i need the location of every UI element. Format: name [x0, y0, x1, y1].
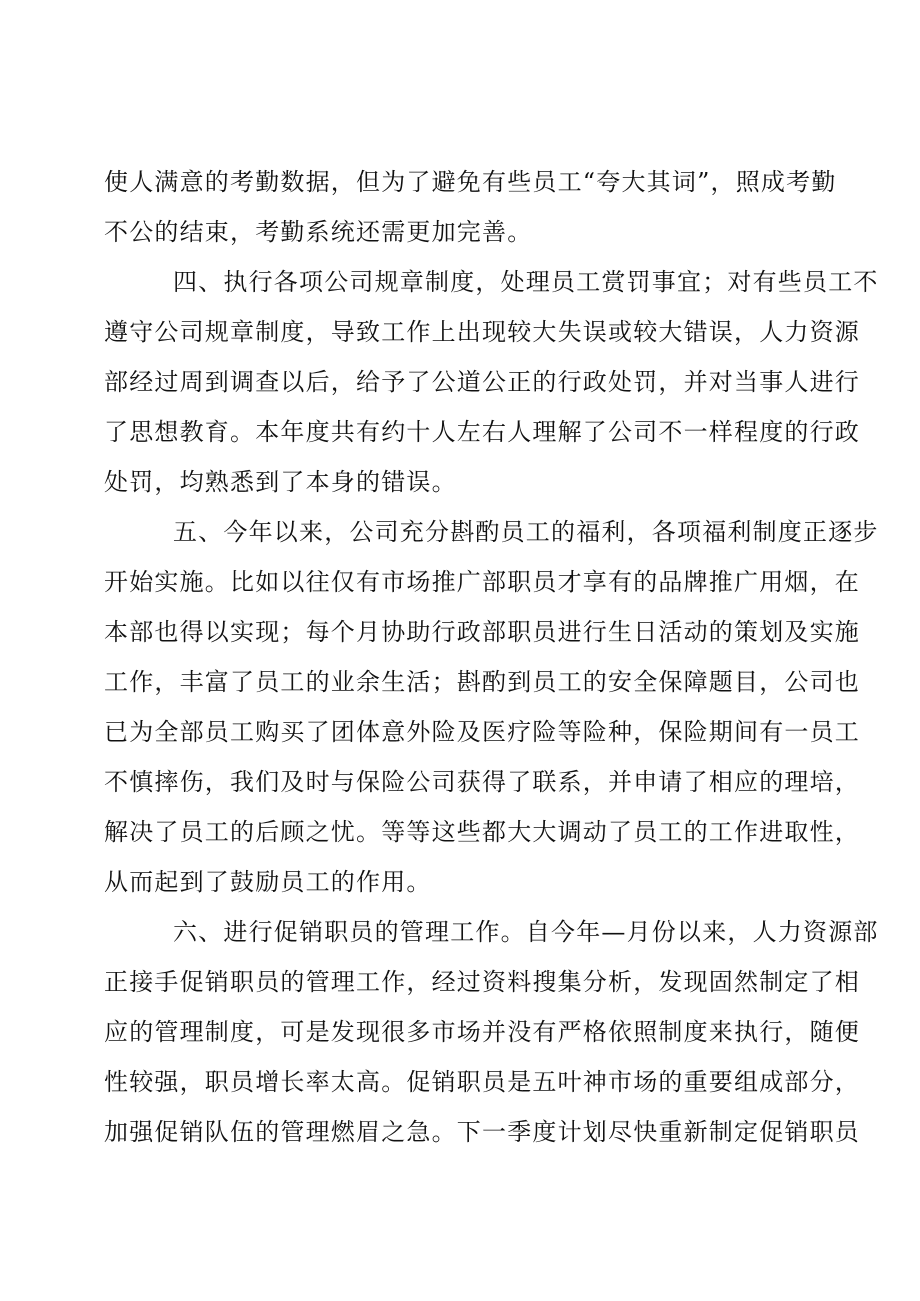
- text-line: [0, 312, 920, 352]
- text-line: [0, 962, 920, 1002]
- line-text: 不慎摔伤，我们及时与保险公司获得了联系，并申请了相应的理培，: [104, 768, 860, 796]
- text-line: [0, 812, 920, 852]
- text-line: [0, 1012, 920, 1052]
- line-text: 解决了员工的后顾之忧。等等这些都大大调动了员工的工作进取性，: [104, 818, 860, 846]
- line-text: 六、进行促销职员的管理工作。自今年—月份以来，人力资源部: [173, 918, 879, 946]
- line-text: 性较强，职员增长率太高。促销职员是五叶神市场的重要组成部分，: [104, 1068, 860, 1096]
- line-text: 加强促销队伍的管理燃眉之急。下一季度计划尽快重新制定促销职员: [104, 1118, 860, 1146]
- paragraph-6-start: [0, 912, 920, 952]
- line-text: 了思想教育。本年度共有约十人左右人理解了公司不一样程度的行政: [104, 418, 860, 446]
- paragraph-4-start: [0, 262, 920, 302]
- line-text: 应的管理制度，可是发现很多市场并没有严格依照制度来执行，随便: [104, 1018, 860, 1046]
- paragraph-5-start: [0, 512, 920, 552]
- text-line: [0, 212, 920, 252]
- text-line: [0, 1062, 920, 1102]
- text-line: [0, 412, 920, 452]
- text-line: [0, 462, 920, 502]
- text-line: [0, 362, 920, 402]
- line-text: 从而起到了鼓励员工的作用。: [104, 868, 432, 896]
- text-line: [0, 162, 920, 202]
- line-text: 本部也得以实现；每个月协助行政部职员进行生日活动的策划及实施: [104, 618, 860, 646]
- text-line: [0, 662, 920, 702]
- line-text: 不公的结束，考勤系统还需更加完善。: [104, 218, 533, 246]
- text-line: [0, 712, 920, 752]
- text-line: [0, 562, 920, 602]
- line-text: 遵守公司规章制度，导致工作上出现较大失误或较大错误，人力资源: [104, 318, 860, 346]
- line-text: 正接手促销职员的管理工作，经过资料搜集分析，发现固然制定了相: [104, 968, 860, 996]
- line-text: 已为全部员工购买了团体意外险及医疗险等险种，保险期间有一员工: [104, 718, 860, 746]
- line-text: 工作，丰富了员工的业余生活；斟酌到员工的安全保障题目，公司也: [104, 668, 860, 696]
- text-line: [0, 762, 920, 802]
- line-text: 五、今年以来，公司充分斟酌员工的福利，各项福利制度正逐步: [173, 518, 879, 546]
- text-line: [0, 612, 920, 652]
- line-text: 使人满意的考勤数据，但为了避免有些员工“夸大其词”，照成考勤: [104, 168, 837, 196]
- line-text: 部经过周到调查以后，给予了公道公正的行政处罚，并对当事人进行: [104, 368, 860, 396]
- line-text: 开始实施。比如以往仅有市场推广部职员才享有的品牌推广用烟，在: [104, 568, 860, 596]
- text-line: [0, 1112, 920, 1152]
- line-text: 处罚，均熟悉到了本身的错误。: [104, 468, 457, 496]
- text-line: [0, 862, 920, 902]
- line-text: 四、执行各项公司规章制度，处理员工赏罚事宜；对有些员工不: [173, 268, 879, 296]
